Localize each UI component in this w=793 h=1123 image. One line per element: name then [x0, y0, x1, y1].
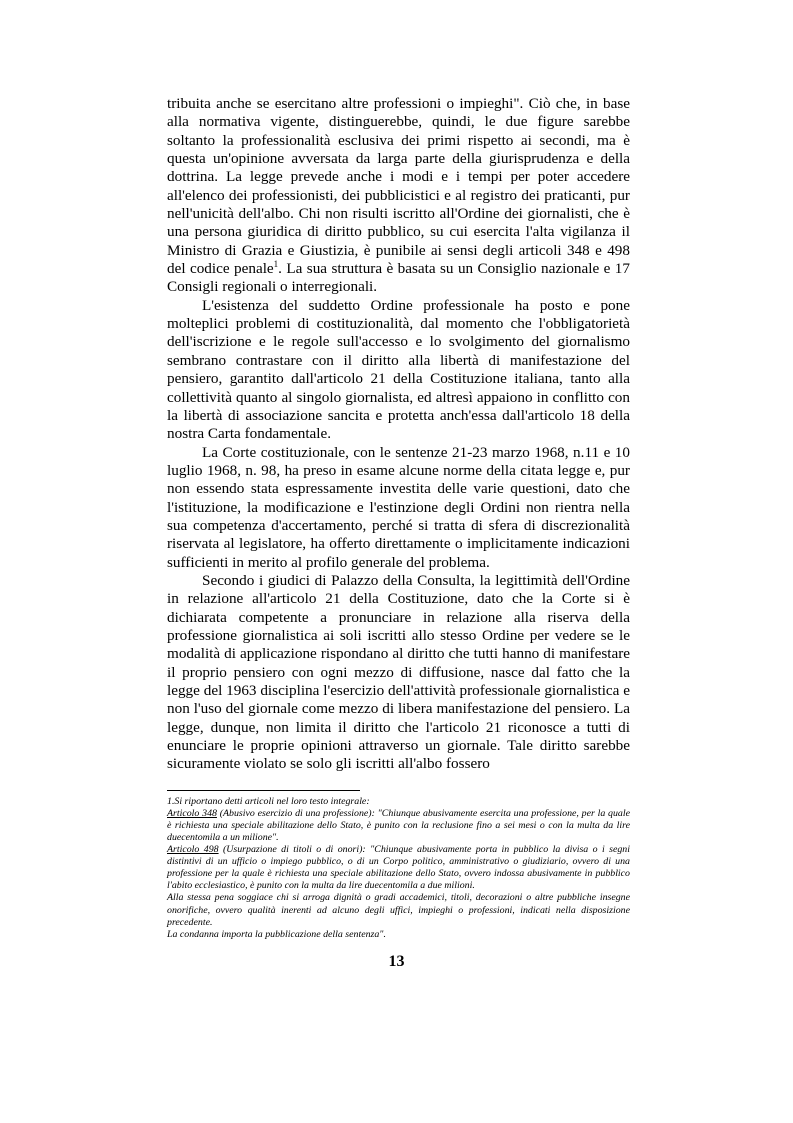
footnote-intro: 1.Si riportano detti articoli nel loro testo integrale:: [167, 795, 370, 807]
footnote-article-498: [167, 844, 630, 892]
footnotes: [167, 796, 630, 941]
footnote-reference[interactable]: 1: [273, 259, 279, 270]
footnote-conviction: La condanna importa la pubblicazione della sentenza".: [167, 928, 386, 940]
paragraph-1-text: tribuita anche se esercitano altre professioni o impieghi". Ciò che, in base alla normativa vigente, distinguerebbe, quindi, le due figure sarebbe soltanto la professionalità esclusiva dei primi rispetto ai secondi, ma è questa un'opinione avversata da larga parte della giurisprudenza e della dottrina. La legge prevede anche i modi e i tempi per poter accedere all'elenco dei professionisti, dei pubblicistici e al registro dei praticanti, pur nell'unicità dell'albo. Chi non risulti iscritto all'Ordine dei giornalisti, che è una persona giuridica di diritto pubblico, su cui esercita l'alta vigilanza il Ministro di Grazia e Giustizia, è punibile ai sensi degli articoli 348 e 498 del codice penale: [167, 95, 630, 278]
article-498-text: (Usurpazione di titoli o di onori): "Chiunque abusivamente porta in pubblico la divisa o i segni distintivi di un ufficio o impiego pubblico, o di un Corpo politico, amministrativo o giudiziario, ovvero di una professione per la quale è richiesta una speciale abilitazione dello Stato, ovvero indossa abusivamente in pubblico l'abito ecclesiastico, è punito con la multa da lire duecentomila a due milioni.: [167, 844, 630, 892]
paragraph-2: L'esistenza del suddetto Ordine professionale ha posto e pone molteplici problemi di costituzionalità, dal momento che l'obbligatorietà dell'iscrizione e le regole sull'accesso e lo svolgimento del giornalismo sembrano contrastare con il diritto alla libertà di manifestazione del pensiero, garantito dall'articolo 21 della Costituzione italiana, tanto alla collettività quanto al singolo giornalista, ed altresì appaiono in conflitto con la libertà di associazione sancita e protetta anch'essa dall'articolo 18 della nostra Carta fondamentale.: [167, 296, 630, 443]
footnote-article-348: [167, 808, 630, 844]
paragraph-1-tail: . La sua struttura è basata su un Consiglio nazionale e 17 Consigli regionali o interregionali.: [167, 260, 630, 296]
footnote-same-penalty: Alla stessa pena soggiace chi si arroga dignità o gradi accademici, titoli, decorazioni o altre pubbliche insegne onorifiche, ovvero qualità inerenti ad alcuno degli uffici, impieghi o professioni, indicati nella disposizione precedente.: [167, 892, 630, 928]
footnote-divider: [167, 790, 360, 791]
main-text: [167, 95, 630, 774]
paragraph-4: Secondo i giudici di Palazzo della Consulta, la legittimità dell'Ordine in relazione all'articolo 21 della Costituzione, dato che la Corte si è dichiarata competente a pronunciare in relazione alla riserva della professione giornalistica ai soli iscritti allo stesso Ordine per vedere se le modalità di applicazione rispondano al diritto che tutti hanno di manifestare il proprio pensiero con ogni mezzo di diffusione, nasce dal fatto che la legge del 1963 disciplina l'esercizio dell'attività professionale giornalistica e non l'uso del giornale come mezzo di libera manifestazione del pensiero. La legge, dunque, non limita il diritto che l'articolo 21 riconosce a tutti di enunciare le proprie opinioni attraverso un giornale. Tale diritto sarebbe sicuramente violato se solo gli iscritti all'albo fossero: [167, 571, 630, 773]
paragraph-3: La Corte costituzionale, con le sentenze 21-23 marzo 1968, n.11 e 10 luglio 1968, n. 98, ha preso in esame alcune norme della citata legge e, pur non essendo stata espressamente investita delle varie questioni, dato che l'istituzione, la modificazione e l'estinzione degli Ordini non rientra nella sua competenza d'accertamento, perché si tratta di sfera di discrezionalità riservata al legislatore, ha offerto direttamente o implicitamente indicazioni sufficienti in merito al profilo generale del problema.: [167, 443, 630, 571]
paragraph-1: [167, 95, 630, 297]
article-348-text: (Abusivo esercizio di una professione): "Chiunque abusivamente esercita una professione, per la quale è richiesta una speciale abilitazione dello Stato, è punito con la reclusione fino a sei mesi o con la multa da lire duecentomila a un milione".: [167, 807, 630, 843]
page-content: [167, 95, 630, 941]
article-498-title: Articolo 498: [167, 844, 219, 856]
article-348-title: Articolo 348: [167, 807, 217, 819]
page-number: 13: [388, 953, 405, 970]
